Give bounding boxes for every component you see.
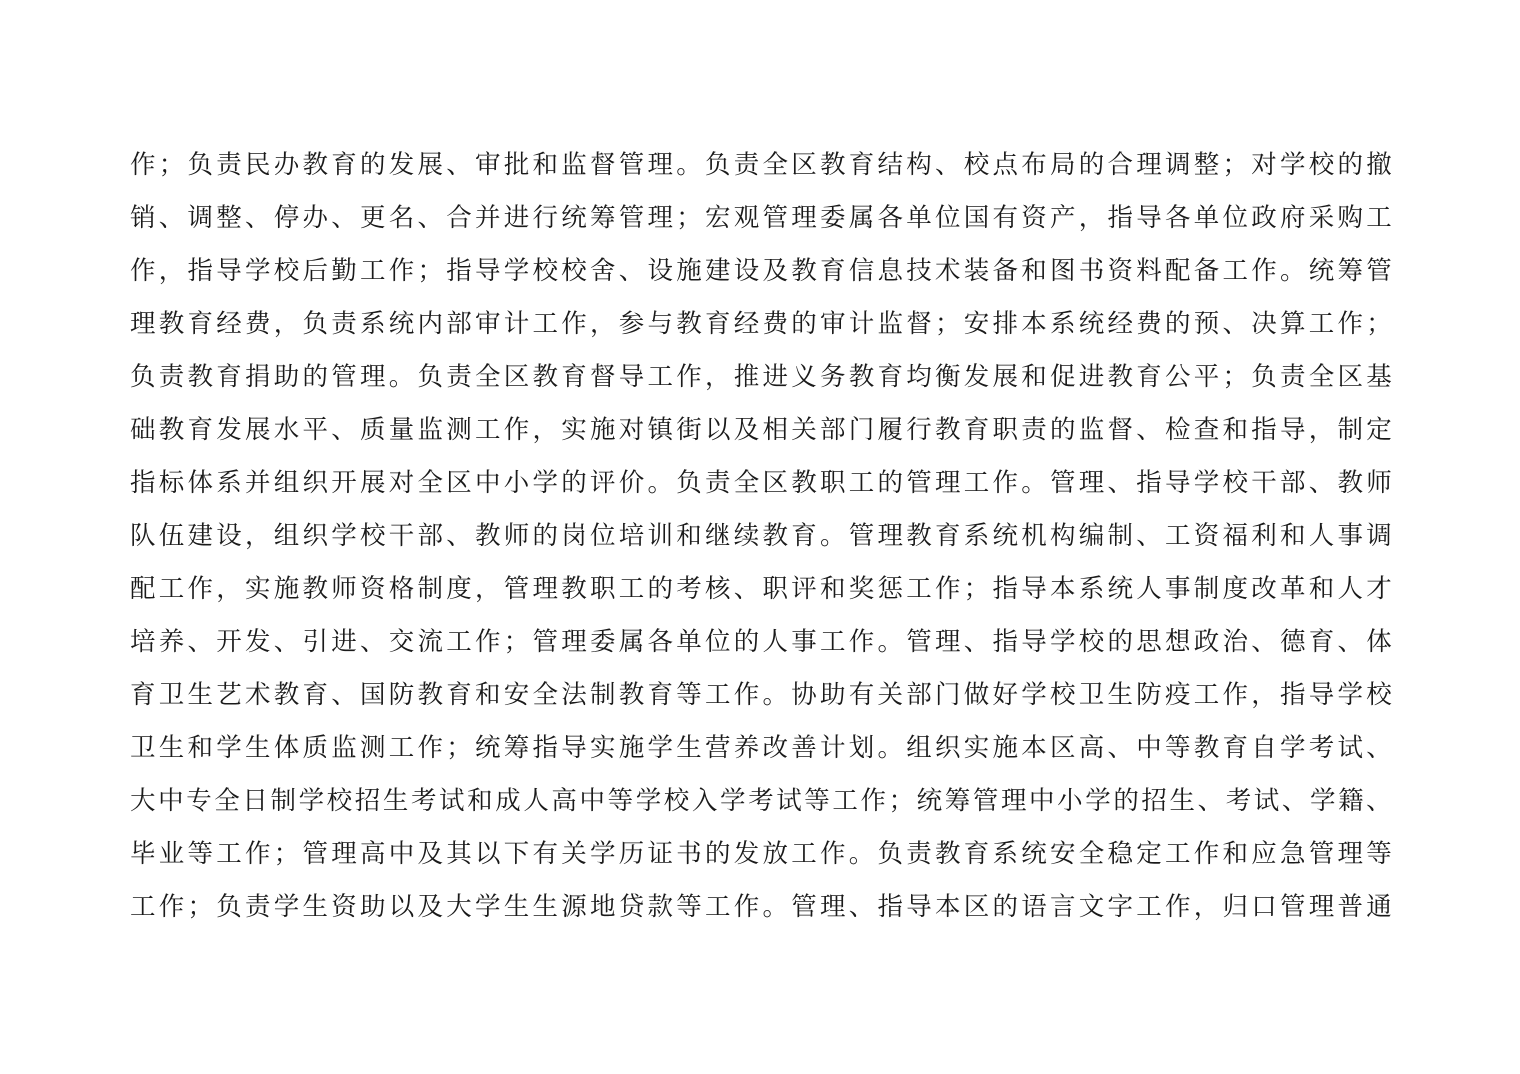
text-line: 础教育发展水平、质量监测工作，实施对镇街以及相关部门履行教育职责的监督、检查和指导，制定	[130, 415, 1392, 445]
text-line: 配工作，实施教师资格制度，管理教职工的考核、职评和奖惩工作；指导本系统人事制度改革和人才	[130, 574, 1392, 604]
text-line: 毕业等工作；管理高中及其以下有关学历证书的发放工作。负责教育系统安全稳定工作和应急管理等	[130, 839, 1392, 869]
text-line: 指标体系并组织开展对全区中小学的评价。负责全区教职工的管理工作。管理、指导学校干部、教师	[130, 468, 1392, 498]
text-line: 作；负责民办教育的发展、审批和监督管理。负责全区教育结构、校点布局的合理调整；对学校的撤	[130, 150, 1392, 180]
body-text	[130, 139, 1392, 934]
text-line: 销、调整、停办、更名、合并进行统筹管理；宏观管理委属各单位国有资产，指导各单位政府采购工	[130, 203, 1392, 233]
text-line: 理教育经费，负责系统内部审计工作，参与教育经费的审计监督；安排本系统经费的预、决算工作；	[130, 309, 1392, 339]
text-line: 负责教育捐助的管理。负责全区教育督导工作，推进义务教育均衡发展和促进教育公平；负责全区基	[130, 362, 1392, 392]
text-line: 作，指导学校后勤工作；指导学校校舍、设施建设及教育信息技术装备和图书资料配备工作。统筹管	[130, 256, 1392, 286]
text-line: 培养、开发、引进、交流工作；管理委属各单位的人事工作。管理、指导学校的思想政治、德育、体	[130, 627, 1392, 657]
text-line: 卫生和学生体质监测工作；统筹指导实施学生营养改善计划。组织实施本区高、中等教育自学考试、	[130, 733, 1392, 763]
text-line: 大中专全日制学校招生考试和成人高中等学校入学考试等工作；统筹管理中小学的招生、考试、学籍、	[130, 786, 1392, 816]
text-line: 育卫生艺术教育、国防教育和安全法制教育等工作。协助有关部门做好学校卫生防疫工作，指导学校	[130, 680, 1392, 710]
text-line: 工作；负责学生资助以及大学生生源地贷款等工作。管理、指导本区的语言文字工作，归口管理普通	[130, 892, 1392, 922]
text-line: 队伍建设，组织学校干部、教师的岗位培训和继续教育。管理教育系统机构编制、工资福利和人事调	[130, 521, 1392, 551]
